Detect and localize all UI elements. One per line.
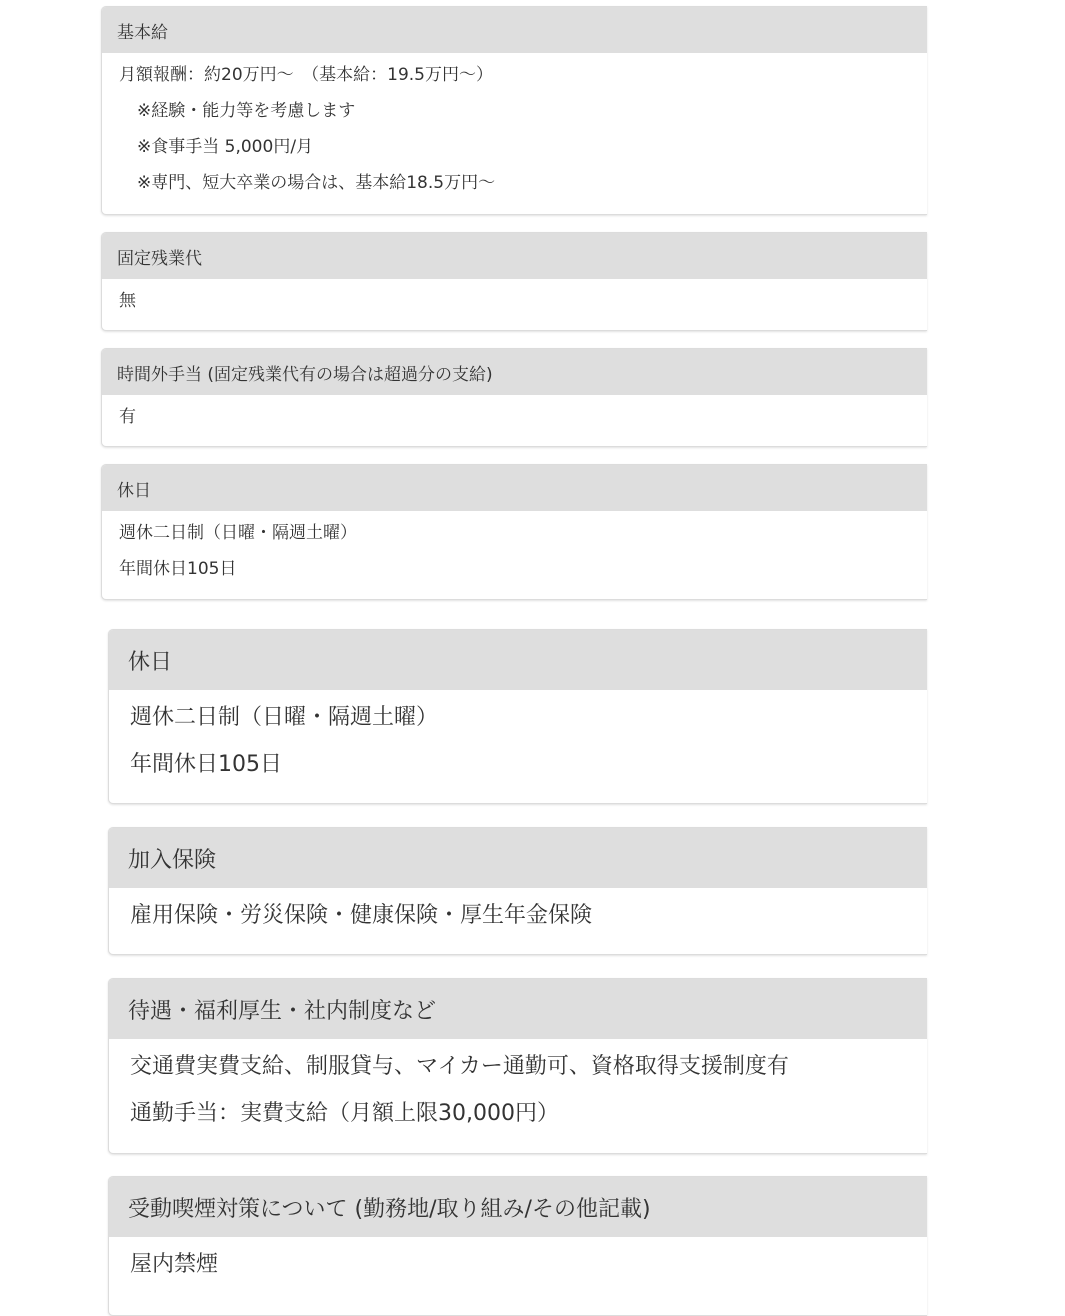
section-insurance (108, 827, 927, 955)
section-body (102, 395, 927, 441)
section-line: 交通費実費支給、制服貸与、マイカー通勤可、資格取得支援制度有 (130, 1054, 789, 1079)
section-line: ※経験・能力等を考慮します (137, 101, 356, 121)
section-body (109, 1237, 927, 1296)
section-title: 基本給 (102, 7, 927, 53)
section-line: ※食事手当 5,000円/月 (137, 137, 314, 157)
section-benefits (108, 978, 927, 1154)
section-title: 受動喫煙対策について (勤務地/取り組み/その他記載) (109, 1177, 927, 1237)
section-body (109, 888, 927, 947)
section-line: 年間休日105日 (130, 752, 282, 777)
section-body (109, 1039, 927, 1145)
section-overtime-allowance (101, 348, 927, 447)
section-line: 屋内禁煙 (130, 1252, 219, 1277)
section-title: 時間外手当 (固定残業代有の場合は超過分の支給) (102, 349, 927, 395)
section-base-salary (101, 6, 927, 215)
section-fixed-overtime (101, 232, 927, 331)
section-line: ※専門、短大卒業の場合は、基本給18.5万円～ (137, 173, 496, 193)
section-title: 固定残業代 (102, 233, 927, 279)
section-line: 週休二日制（日曜・隔週土曜） (130, 705, 439, 730)
section-title: 休日 (109, 630, 927, 690)
section-holidays (101, 464, 927, 600)
section-smoking-policy (108, 1176, 927, 1316)
section-holidays-large (108, 629, 927, 804)
section-body (102, 279, 927, 325)
section-title: 休日 (102, 465, 927, 511)
section-line: 無 (119, 291, 136, 311)
section-line: 有 (119, 407, 136, 427)
section-line: 週休二日制（日曜・隔週土曜） (119, 523, 357, 543)
section-line: 月額報酬：約20万円～ （基本給：19.5万円～） (119, 65, 493, 85)
section-body (109, 690, 927, 796)
section-title: 加入保険 (109, 828, 927, 888)
section-line: 雇用保険・労災保険・健康保険・厚生年金保険 (130, 903, 593, 928)
section-line: 通勤手当：実費支給（月額上限30,000円） (130, 1101, 559, 1126)
section-line: 年間休日105日 (119, 559, 237, 579)
section-body (102, 53, 927, 207)
section-body (102, 511, 927, 593)
section-title: 待遇・福利厚生・社内制度など (109, 979, 927, 1039)
